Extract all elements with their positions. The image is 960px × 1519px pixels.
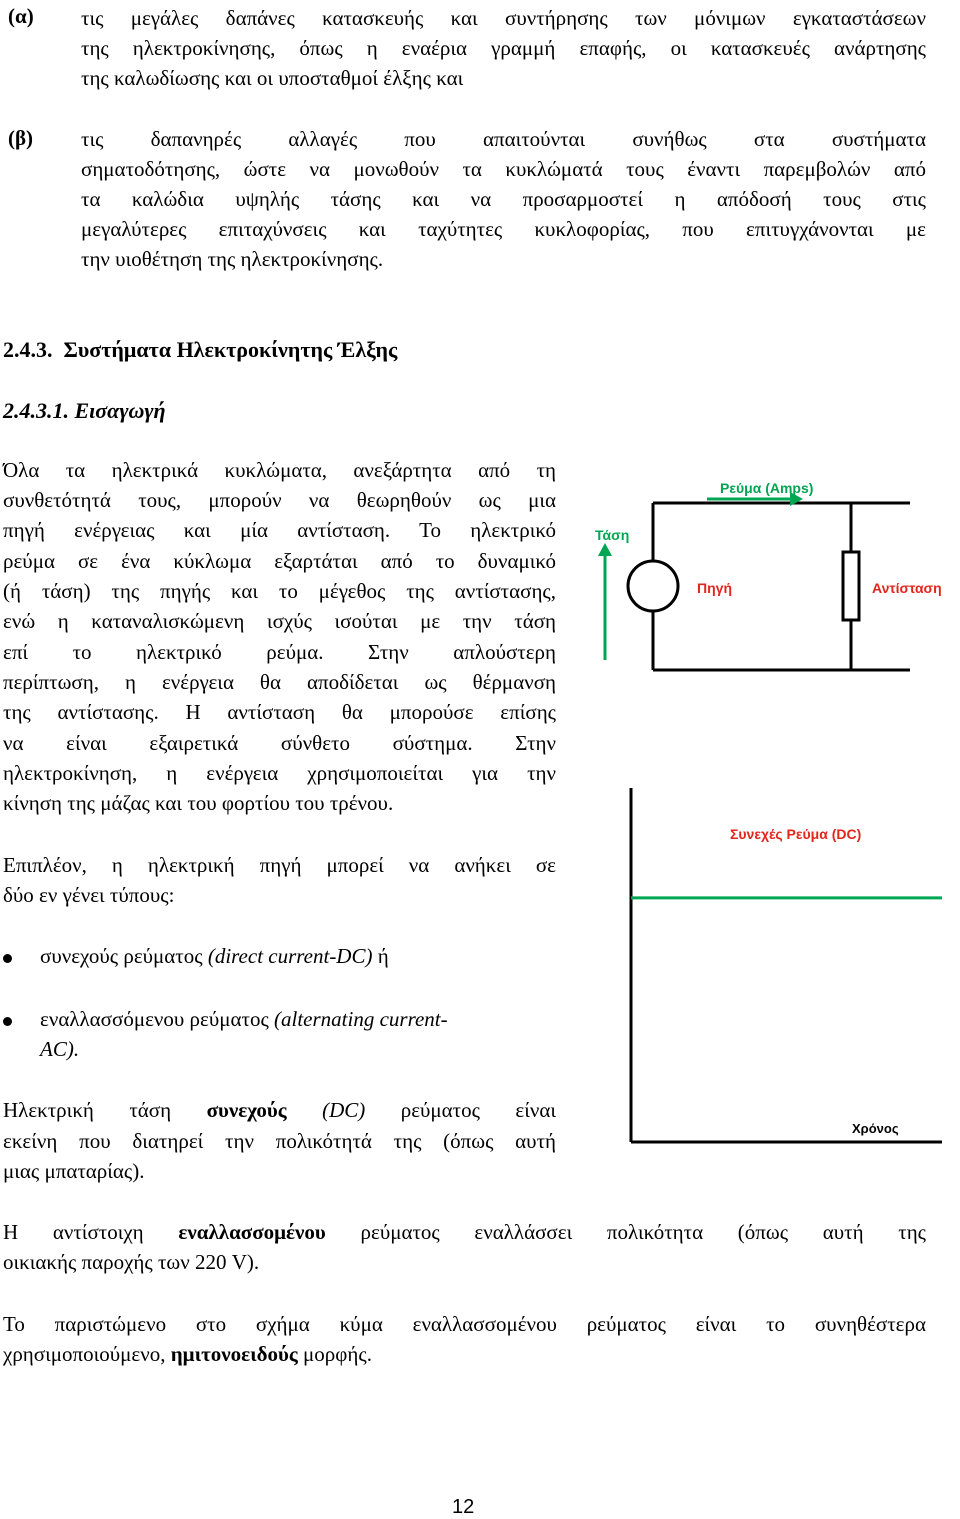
bullet-tail: ή xyxy=(372,944,389,968)
text-line: Το παριστώμενο στο σχήμα κύμα εναλλασσομένου ρεύματος είναι το συνηθέστερα xyxy=(3,1312,926,1336)
list-marker-b: (β) xyxy=(8,126,34,150)
text-line: Όλα τα ηλεκτρικά κυκλώματα, ανεξάρτητα από τη xyxy=(3,458,556,482)
text-line: της ηλεκτροκίνησης, όπως η εναέρια γραμμή επαφής, οι κατασκευές ανάρτησης xyxy=(81,36,926,60)
resistor-label: Αντίσταση xyxy=(872,580,942,596)
text-line: συνθετότητά τους, μπορούν να θεωρηθούν ως μια xyxy=(3,488,556,512)
current-label: Ρεύμα (Amps) xyxy=(720,480,814,496)
text-run: μορφής. xyxy=(297,1342,372,1366)
text-line: μιας μπαταρίας). xyxy=(3,1159,145,1183)
subsection-heading xyxy=(3,398,166,424)
voltage-arrow xyxy=(598,543,612,660)
text-line: πηγή ενέργειας και μία αντίσταση. Το ηλεκτρικό xyxy=(3,518,556,542)
text-line: τις μεγάλες δαπάνες κατασκευής και συντήρησης των μόνιμων εγκαταστάσεων xyxy=(81,6,926,30)
x-axis-label: Χρόνος xyxy=(852,1121,899,1136)
bold-term: συνεχούς xyxy=(206,1098,287,1122)
bold-term: ημιτονοειδούς xyxy=(170,1342,298,1366)
text-line: (ή τάση) της πηγής και το μέγεθος της αντίστασης, xyxy=(3,579,556,603)
source-symbol xyxy=(628,561,678,611)
text-line: μεγαλύτερες επιταχύνσεις και ταχύτητες κυκλοφορίας, που επιτυγχάνονται με xyxy=(81,217,926,241)
text-line: ηλεκτροκίνηση, η ενέργεια χρησιμοποιείται για την xyxy=(3,761,556,785)
bullet-item-ac-cont xyxy=(40,1037,79,1062)
voltage-label: Τάση xyxy=(595,527,630,543)
text-line: κίνηση της μάζας και του φορτίου του τρένου. xyxy=(3,791,394,815)
bullet-item-ac xyxy=(40,1007,448,1032)
text-line: οικιακής παροχής των 220 V). xyxy=(3,1250,260,1274)
text-line: περίπτωση, η ενέργεια θα αποδίδεται ως θέρμανση xyxy=(3,670,556,694)
text-line: ρεύμα σε ένα κύκλωμα εξαρτάται από το δυναμικό xyxy=(3,549,556,573)
bullet-text: συνεχούς ρεύματος xyxy=(40,944,208,968)
text-line: της καλωδίωσης και οι υποσταθμοί έλξης και xyxy=(81,66,464,90)
text-line xyxy=(3,1098,556,1123)
bullet-text: εναλλασσόμενου ρεύματος xyxy=(40,1007,275,1031)
section-heading xyxy=(3,337,397,363)
section-title: Συστήματα Ηλεκτροκίνητης Έλξης xyxy=(63,337,398,362)
bullet-italic: (direct current-DC) xyxy=(207,944,373,968)
text-run: Ηλεκτρική τάση xyxy=(3,1098,207,1122)
text-line: να είναι εξαιρετικά σύνθετο σύστημα. Στην xyxy=(3,731,556,755)
text-line: σηματοδότησης, ώστε να μονωθούν τα κυκλώματά τους έναντι παρεμβολών από xyxy=(81,157,926,181)
text-line xyxy=(3,1220,926,1245)
text-line: την υιοθέτηση της ηλεκτροκίνησης. xyxy=(81,247,384,271)
bullet-dot xyxy=(3,954,12,963)
text-line: τις δαπανηρές αλλαγές που απαιτούνται συνήθως στα συστήματα xyxy=(81,127,926,151)
text-line: εκείνη που διατηρεί την πολικότητά της (όπως αυτή xyxy=(3,1129,556,1153)
text-run: Η αντίστοιχη xyxy=(3,1220,179,1244)
bullet-dot xyxy=(3,1017,12,1026)
bullet-italic: (alternating current- xyxy=(274,1007,448,1031)
page-number: 12 xyxy=(452,1496,475,1518)
bullet-italic: AC). xyxy=(40,1037,80,1061)
italic-term: (DC) xyxy=(322,1098,366,1122)
text-line: τα καλώδια υψηλής τάσης και να προσαρμοστεί η απόδοσή τους στις xyxy=(81,187,926,211)
text-line: Επιπλέον, η ηλεκτρική πηγή μπορεί να ανήκει σε xyxy=(3,853,556,877)
text-run: χρησιμοποιούμενο, xyxy=(3,1342,171,1366)
list-marker-a: (α) xyxy=(8,4,34,28)
text-run: ρεύματος είναι xyxy=(365,1098,557,1122)
text-run xyxy=(287,1098,322,1122)
subsection-number: 2.4.3.1. xyxy=(3,398,69,423)
text-line: δύο εν γένει τύπους: xyxy=(3,883,175,907)
text-line: της αντίστασης. Η αντίσταση θα μπορούσε επίσης xyxy=(3,700,556,724)
dc-chart xyxy=(620,780,960,1160)
section-number: 2.4.3. xyxy=(3,337,53,362)
circuit-diagram xyxy=(585,455,960,715)
bullet-item-dc xyxy=(40,944,389,969)
source-label: Πηγή xyxy=(697,580,732,596)
text-line: ενώ η καταναλισκώμενη ισχύς ισούται με την τάση xyxy=(3,609,556,633)
bold-term: εναλλασσομένου xyxy=(178,1220,326,1244)
resistor-symbol xyxy=(843,552,859,620)
text-line: επί το ηλεκτρικό ρεύμα. Στην απλούστερη xyxy=(3,640,556,664)
subsection-title: Εισαγωγή xyxy=(74,398,166,423)
text-line xyxy=(3,1342,372,1367)
chart-title: Συνεχές Ρεύμα (DC) xyxy=(730,826,862,842)
text-run: ρεύματος εναλλάσσει πολικότητα (όπως αυτή της xyxy=(325,1220,926,1244)
